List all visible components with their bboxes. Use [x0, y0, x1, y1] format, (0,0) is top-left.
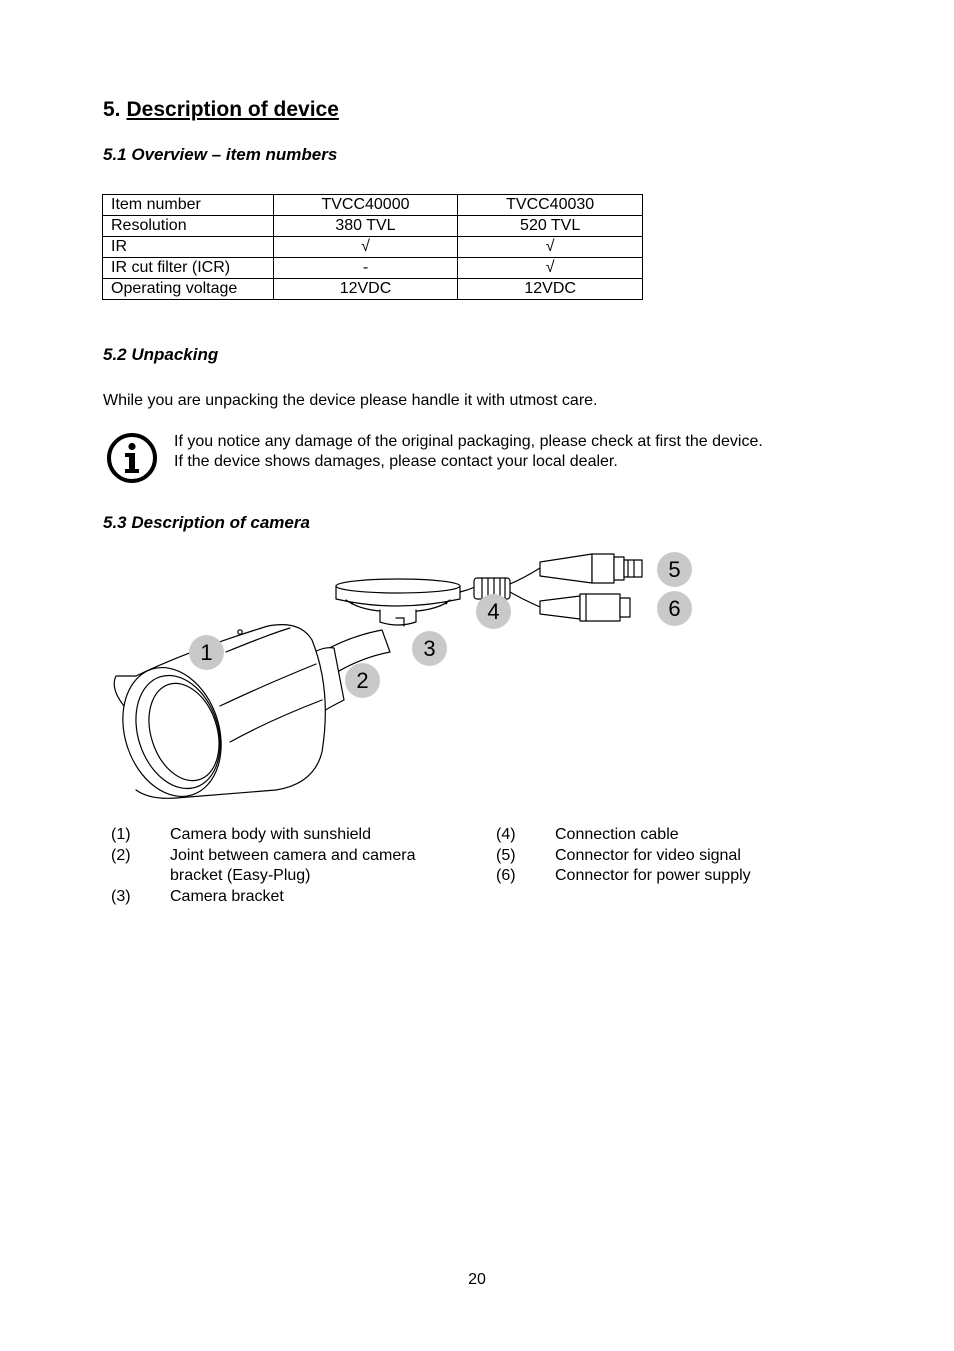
table-cell: -	[273, 258, 458, 279]
list-item	[496, 846, 896, 867]
notice-line-1: If you notice any damage of the original packaging, please check at first the device.	[174, 433, 763, 450]
item-number-table	[102, 194, 643, 300]
callout-1: 1	[189, 635, 224, 670]
legend-number: (4)	[496, 826, 516, 843]
table-cell: 380 TVL	[273, 216, 458, 237]
table-row	[103, 279, 643, 300]
list-item	[496, 825, 896, 846]
unpacking-intro: While you are unpacking the device please handle it with utmost care.	[103, 392, 598, 409]
list-item	[111, 866, 491, 887]
callout-4: 4	[476, 594, 511, 629]
legend-right	[496, 825, 896, 887]
legend-description: bracket (Easy-Plug)	[170, 867, 311, 884]
table-row	[103, 216, 643, 237]
section-number: 5.	[103, 98, 121, 121]
notice-line-2: If the device shows damages, please contact your local dealer.	[174, 453, 618, 470]
legend-number: (1)	[111, 826, 131, 843]
legend-description: Connector for power supply	[555, 867, 751, 884]
legend-left	[111, 825, 491, 907]
section-heading	[103, 98, 339, 122]
legend-description: Connector for video signal	[555, 846, 741, 864]
legend-number: (6)	[496, 867, 516, 884]
section-title: Description of device	[126, 98, 339, 121]
subsection-title-camera: 5.3 Description of camera	[103, 513, 310, 532]
legend-number: (2)	[111, 846, 131, 864]
legend-description: Camera bracket	[170, 887, 284, 905]
table-cell: Operating voltage	[103, 279, 274, 300]
callout-6: 6	[657, 591, 692, 626]
info-icon	[106, 432, 158, 484]
table-header-row	[103, 195, 643, 216]
table-cell: 520 TVL	[458, 216, 643, 237]
table-cell: IR cut filter (ICR)	[103, 258, 274, 279]
legend-number: (3)	[111, 887, 131, 905]
camera-diagram	[100, 545, 710, 810]
table-header-cell: TVCC40030	[458, 195, 643, 216]
table-row	[103, 258, 643, 279]
callout-3: 3	[412, 631, 447, 666]
subsection-title-overview: 5.1 Overview – item numbers	[103, 145, 338, 164]
table-header-cell: TVCC40000	[273, 195, 458, 216]
legend-number: (5)	[496, 846, 516, 864]
list-item	[111, 887, 491, 908]
list-item	[111, 846, 491, 867]
table-cell: √	[458, 258, 643, 279]
table-row	[103, 237, 643, 258]
legend-description: Joint between camera and camera	[170, 846, 416, 864]
table-cell: 12VDC	[458, 279, 643, 300]
legend-description: Connection cable	[555, 826, 679, 843]
callout-2: 2	[345, 663, 380, 698]
table-cell: √	[273, 237, 458, 258]
table-cell: IR	[103, 237, 274, 258]
table-header-cell: Item number	[103, 195, 274, 216]
list-item	[496, 866, 896, 887]
list-item	[111, 825, 491, 846]
callout-5: 5	[657, 552, 692, 587]
legend-description: Camera body with sunshield	[170, 826, 371, 843]
page-number: 20	[468, 1271, 486, 1288]
subsection-title-unpacking: 5.2 Unpacking	[103, 345, 219, 364]
table-cell: Resolution	[103, 216, 274, 237]
table-cell: 12VDC	[273, 279, 458, 300]
table-cell: √	[458, 237, 643, 258]
